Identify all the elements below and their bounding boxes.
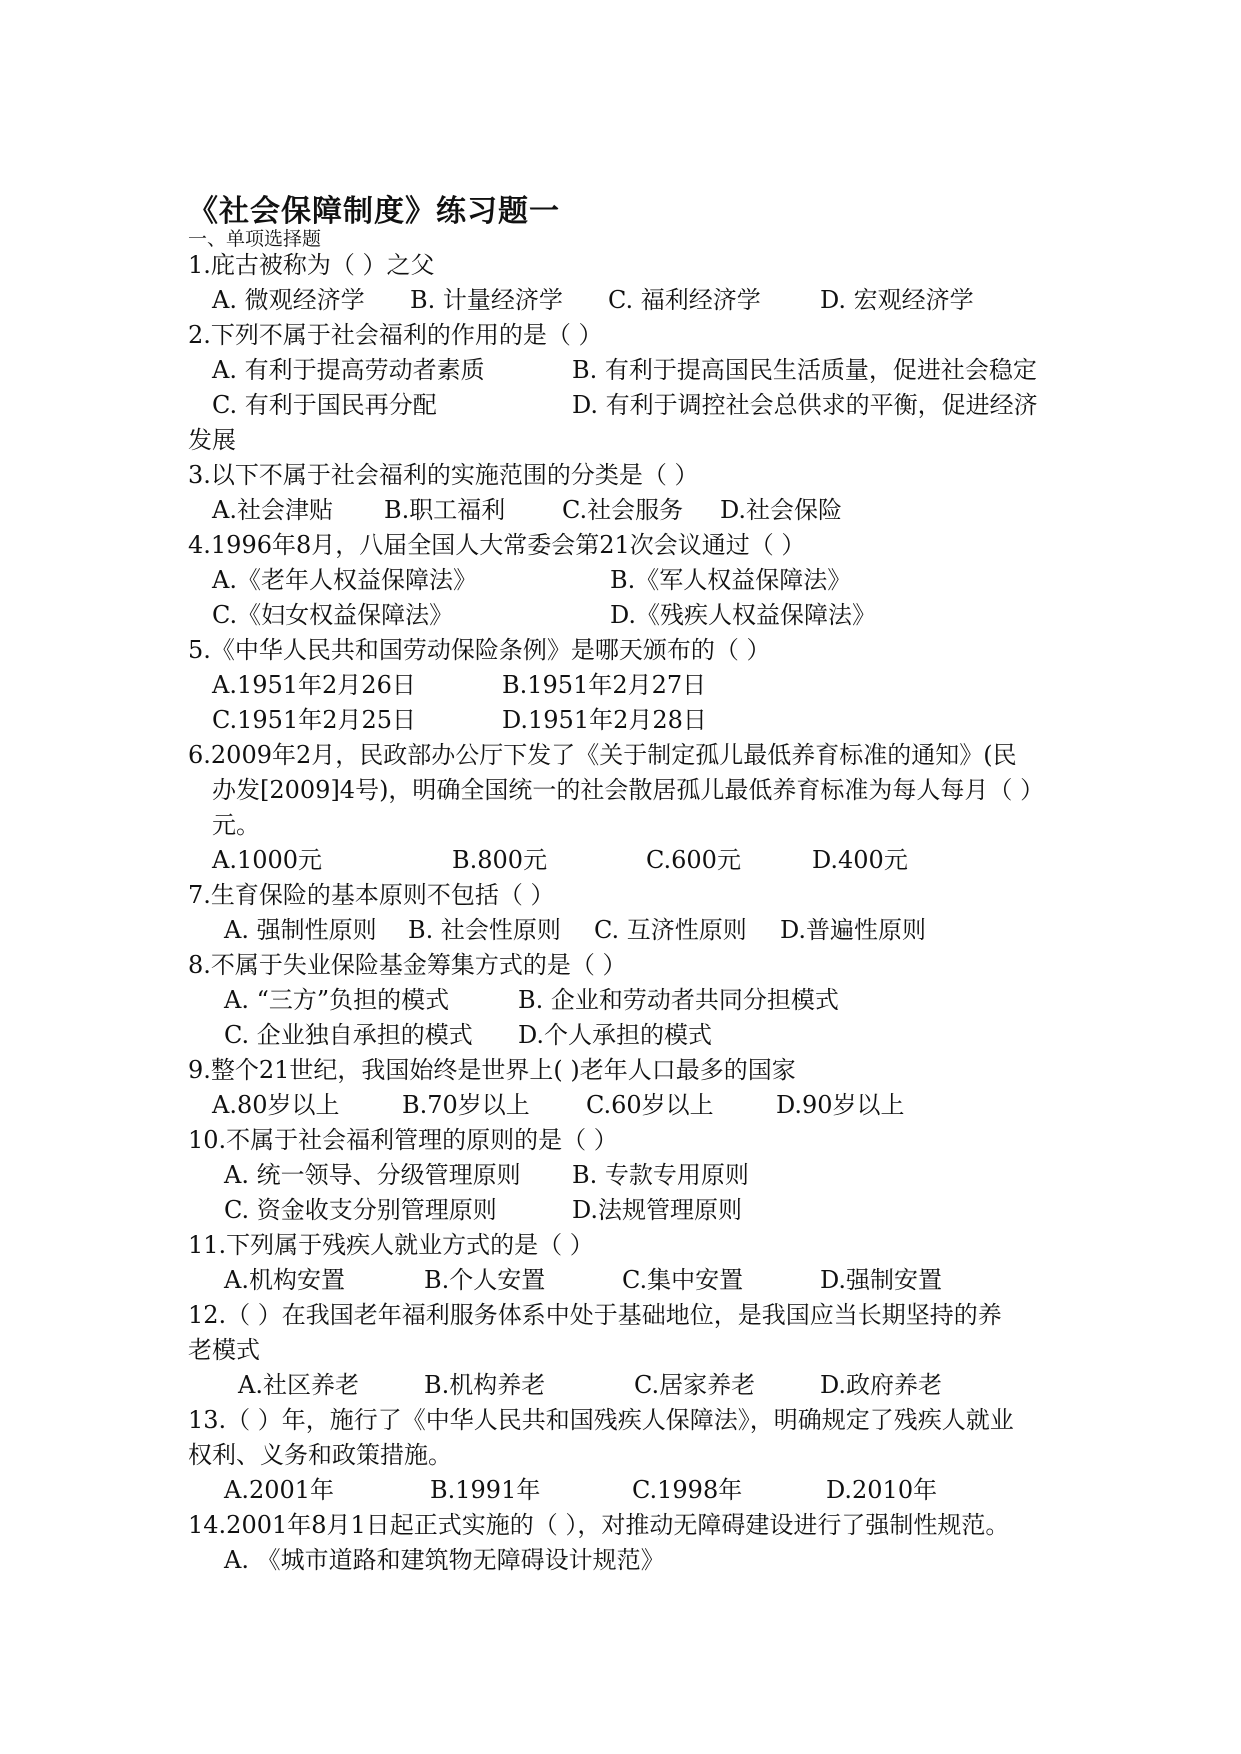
question-1-option-d: D. 宏观经济学 xyxy=(820,286,974,314)
question-5-option-b: B.1951年2月27日 xyxy=(502,671,707,699)
question-9-option-b: B.70岁以上 xyxy=(402,1091,530,1119)
question-9-stem: 9.整个21世纪，我国始终是世界上( )老年人口最多的国家 xyxy=(188,1056,796,1084)
question-12-stem-line-2: 老模式 xyxy=(188,1336,260,1364)
question-4-option-d: D.《残疾人权益保障法》 xyxy=(610,601,877,629)
question-2-option-b: B. 有利于提高国民生活质量，促进社会稳定 xyxy=(572,356,1037,384)
question-6-option-c: C.600元 xyxy=(646,846,741,874)
question-3-stem: 3.以下不属于社会福利的实施范围的分类是（ ） xyxy=(188,461,699,489)
question-4-option-b: B.《军人权益保障法》 xyxy=(610,566,852,594)
question-13-stem-line-2: 权利、义务和政策措施。 xyxy=(188,1441,452,1469)
question-9-option-c: C.60岁以上 xyxy=(586,1091,714,1119)
question-10-stem: 10.不属于社会福利管理的原则的是（ ） xyxy=(188,1126,618,1154)
question-6-stem: 6.2009年2月，民政部办公厅下发了《关于制定孤儿最低养育标准的通知》(民 xyxy=(188,741,1017,769)
question-3-option-d: D.社会保险 xyxy=(720,496,843,524)
question-6-option-a: A.1000元 xyxy=(212,846,323,874)
question-2-stem: 2.下列不属于社会福利的作用的是（ ） xyxy=(188,321,603,349)
question-8-option-b: B. 企业和劳动者共同分担模式 xyxy=(518,986,839,1014)
question-4-option-c: C.《妇女权益保障法》 xyxy=(212,601,454,629)
question-11-option-d: D.强制安置 xyxy=(820,1266,943,1294)
question-1-stem: 1.庇古被称为（ ）之父 xyxy=(188,251,435,279)
question-13-option-c: C.1998年 xyxy=(632,1476,743,1504)
question-12-option-a: A.社区养老 xyxy=(238,1371,359,1399)
question-8-option-d: D.个人承担的模式 xyxy=(518,1021,713,1049)
question-5-option-d: D.1951年2月28日 xyxy=(502,706,707,734)
question-8-option-a: A. “三方”负担的模式 xyxy=(224,986,450,1014)
question-11-option-c: C.集中安置 xyxy=(622,1266,744,1294)
question-10-option-d: D.法规管理原则 xyxy=(572,1196,743,1224)
question-11-stem: 11.下列属于残疾人就业方式的是（ ） xyxy=(188,1231,594,1259)
question-7-option-b: B. 社会性原则 xyxy=(408,916,561,944)
question-8-option-c: C. 企业独自承担的模式 xyxy=(224,1021,473,1049)
question-3-option-c: C.社会服务 xyxy=(562,496,684,524)
question-7-option-a: A. 强制性原则 xyxy=(224,916,377,944)
question-10-option-c: C. 资金收支分别管理原则 xyxy=(224,1196,497,1224)
question-12-option-b: B.机构养老 xyxy=(424,1371,546,1399)
question-6-option-d: D.400元 xyxy=(812,846,908,874)
question-3-option-a: A.社会津贴 xyxy=(212,496,333,524)
question-8-stem: 8.不属于失业保险基金筹集方式的是（ ） xyxy=(188,951,627,979)
question-3-option-b: B.职工福利 xyxy=(384,496,506,524)
question-1-option-c: C. 福利经济学 xyxy=(608,286,761,314)
question-11-option-a: A.机构安置 xyxy=(224,1266,345,1294)
question-13-option-d: D.2010年 xyxy=(826,1476,938,1504)
question-5-option-a: A.1951年2月26日 xyxy=(212,671,416,699)
question-1-option-b: B. 计量经济学 xyxy=(410,286,563,314)
question-7-option-c: C. 互济性原则 xyxy=(594,916,747,944)
question-5-option-c: C.1951年2月25日 xyxy=(212,706,417,734)
question-1-option-a: A. 微观经济学 xyxy=(212,286,365,314)
question-2-tail: 发展 xyxy=(188,426,236,454)
question-6-option-b: B.800元 xyxy=(452,846,548,874)
question-6-stem-line-2: 办发[2009]4号)，明确全国统一的社会散居孤儿最低养育标准为每人每月（ ） xyxy=(212,776,1045,804)
question-9-option-a: A.80岁以上 xyxy=(212,1091,340,1119)
question-13-stem: 13.（ ）年，施行了《中华人民共和国残疾人保障法》，明确规定了残疾人就业 xyxy=(188,1406,1014,1434)
question-5-stem: 5.《中华人民共和国劳动保险条例》是哪天颁布的（ ） xyxy=(188,636,771,664)
question-2-option-a: A. 有利于提高劳动者素质 xyxy=(212,356,485,384)
question-11-option-b: B.个人安置 xyxy=(424,1266,546,1294)
question-12-option-c: C.居家养老 xyxy=(634,1371,756,1399)
section-heading: 一、单项选择题 xyxy=(188,228,322,250)
question-14-option-a: A. 《城市道路和建筑物无障碍设计规范》 xyxy=(224,1546,665,1574)
question-14-stem: 14.2001年8月1日起正式实施的（ ），对推动无障碍建设进行了强制性规范。 xyxy=(188,1511,1010,1539)
question-2-option-c: C. 有利于国民再分配 xyxy=(212,391,437,419)
question-13-option-a: A.2001年 xyxy=(224,1476,335,1504)
question-4-stem: 4.1996年8月，八届全国人大常委会第21次会议通过（ ） xyxy=(188,531,806,559)
question-4-option-a: A.《老年人权益保障法》 xyxy=(212,566,477,594)
question-9-option-d: D.90岁以上 xyxy=(776,1091,905,1119)
question-7-stem: 7.生育保险的基本原则不包括（ ） xyxy=(188,881,555,909)
question-12-stem: 12.（ ）在我国老年福利服务体系中处于基础地位，是我国应当长期坚持的养 xyxy=(188,1301,1002,1329)
page-title: 《社会保障制度》练习题一 xyxy=(188,194,560,229)
question-12-option-d: D.政府养老 xyxy=(820,1371,943,1399)
question-13-option-b: B.1991年 xyxy=(430,1476,541,1504)
question-2-option-d: D. 有利于调控社会总供求的平衡，促进经济 xyxy=(572,391,1038,419)
question-7-option-d: D.普遍性原则 xyxy=(780,916,927,944)
question-10-option-a: A. 统一领导、分级管理原则 xyxy=(224,1161,521,1189)
question-6-stem-line-3: 元。 xyxy=(212,811,260,839)
question-10-option-b: B. 专款专用原则 xyxy=(572,1161,749,1189)
